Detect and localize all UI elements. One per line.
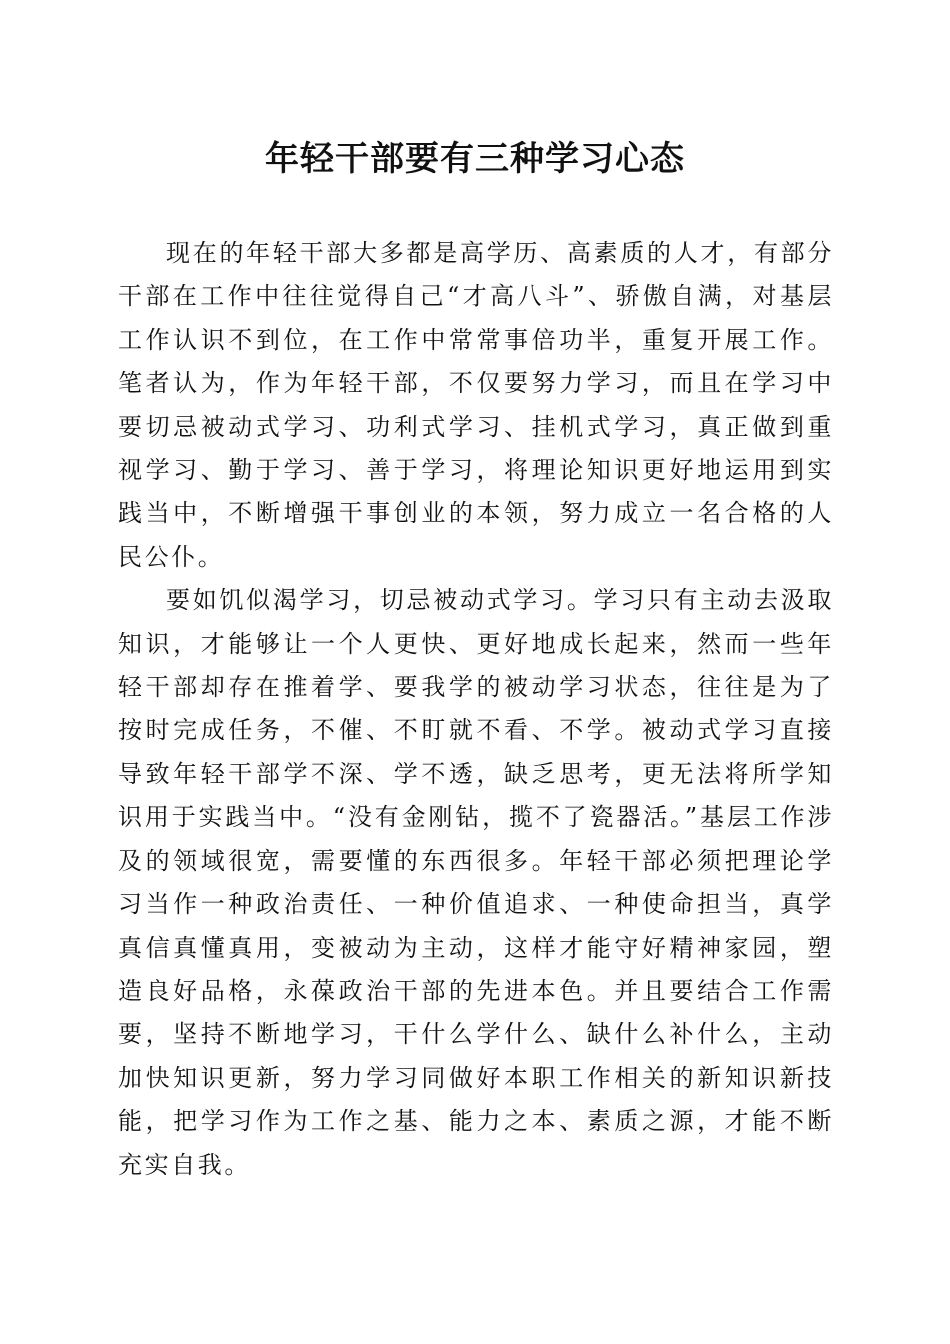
paragraph-2: 要如饥似渴学习，切忌被动式学习。学习只有主动去汲取知识，才能够让一个人更快、更好地成长起来，然而一些年轻干部却存在推着学、要我学的被动学习状态，往往是为了按时完成任务，不催、不盯就不看、不学。被动式学习直接导致年轻干部学不深、学不透，缺乏思考，更无法将所学知识用于实践当中。“没有金刚钻，揽不了瓷器活。”基层工作涉及的领域很宽，需要懂的东西很多。年轻干部必须把理论学习当作一种政治责任、一种价值追求、一种使命担当，真学真信真懂真用，变被动为主动，这样才能守好精神家园，塑造良好品格，永葆政治干部的先进本色。并且要结合工作需要，坚持不断地学习，干什么学什么、缺什么补什么，主动加快知识更新，努力学习同做好本职工作相关的新知识新技能，把学习作为工作之基、能力之本、素质之源，才能不断充实自我。 [118,586,834,1179]
paragraph-1: 现在的年轻干部大多都是高学历、高素质的人才，有部分干部在工作中往往觉得自己“才高八斗”、骄傲自满，对基层工作认识不到位，在工作中常常事倍功半，重复开展工作。笔者认为，作为年轻干部，不仅要努力学习，而且在学习中要切忌被动式学习、功利式学习、挂机式学习，真正做到重视学习、勤于学习、善于学习，将理论知识更好地运用到实践当中，不断增强干事创业的本领，努力成立一名合格的人民公仆。 [118,239,834,571]
document-title: 年轻干部要有三种学习心态 [265,139,685,179]
document-body [118,232,834,1187]
